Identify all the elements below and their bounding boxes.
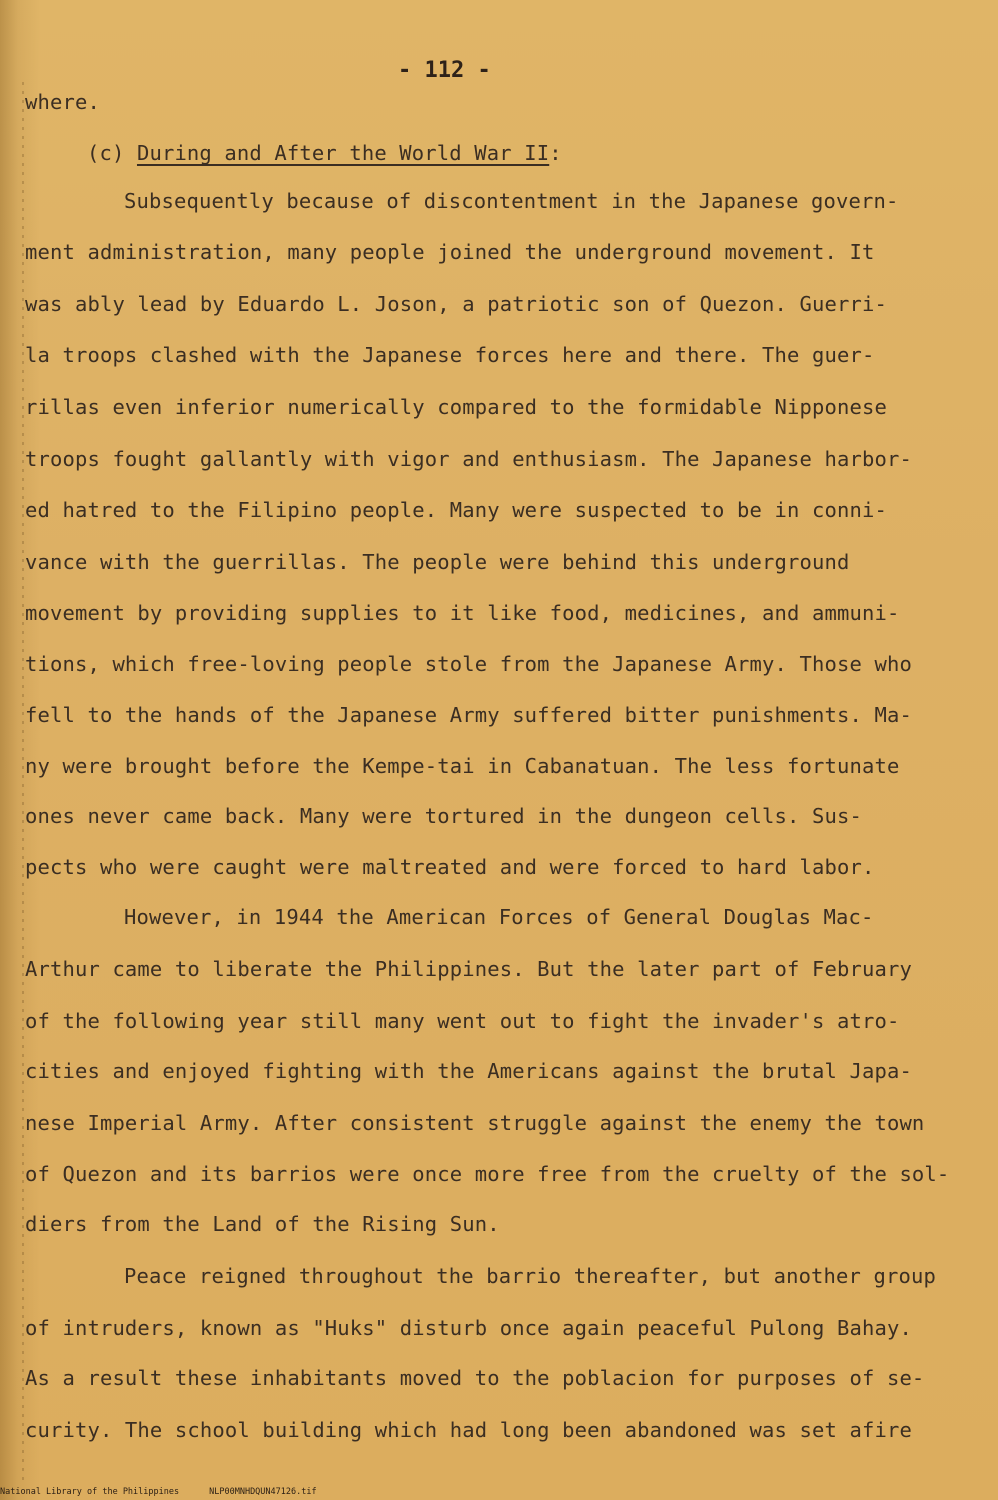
text-line: la troops clashed with the Japanese forces here and there. The guer- [25,343,875,367]
page-number: - 112 - [398,58,491,83]
text-line: was ably lead by Eduardo L. Joson, a patriotic son of Quezon. Guerri- [25,292,887,316]
scan-footer [0,1487,317,1497]
text-line: Peace reigned throughout the barrio thereafter, but another group [124,1264,936,1288]
text-line: diers from the Land of the Rising Sun. [25,1212,500,1236]
footer-filename: NLP00MNHDQUN47126.tif [209,1487,317,1497]
text-line: ones never came back. Many were tortured in the dungeon cells. Sus- [25,804,862,828]
text-line: ed hatred to the Filipino people. Many were suspected to be in conni- [25,498,887,522]
text-line: of intruders, known as "Huks" disturb once again peaceful Pulong Bahay. [25,1316,912,1340]
text-line: Arthur came to liberate the Philippines. But the later part of February [25,957,912,981]
text-line: ment administration, many people joined the underground movement. It [25,240,875,264]
text-line: vance with the guerrillas. The people were behind this underground [25,550,850,574]
text-line: fell to the hands of the Japanese Army suffered bitter punishments. Ma- [25,703,912,727]
text-line: where. [25,90,100,114]
heading-prefix: (c) [87,141,137,165]
footer-library: National Library of the Philippines [0,1487,180,1497]
binding-edge [22,82,24,1482]
text-line: tions, which free-loving people stole from the Japanese Army. Those who [25,652,912,676]
text-line: troops fought gallantly with vigor and enthusiasm. The Japanese harbor- [25,447,912,471]
text-line: nese Imperial Army. After consistent struggle against the enemy the town [25,1111,925,1135]
heading-title: During and After the World War II [136,141,550,165]
text-line: ny were brought before the Kempe-tai in Cabanatuan. The less fortunate [25,754,900,778]
text-line: However, in 1944 the American Forces of General Douglas Mac- [124,905,874,929]
text-line: of Quezon and its barrios were once more free from the cruelty of the sol- [25,1162,950,1186]
text-line: of the following year still many went out to fight the invader's atro- [25,1009,900,1033]
text-line: movement by providing supplies to it like food, medicines, and ammuni- [25,601,900,625]
text-line: As a result these inhabitants moved to the poblacion for purposes of se- [25,1366,925,1390]
section-heading [87,141,562,165]
text-line: Subsequently because of discontentment in the Japanese govern- [124,189,899,213]
text-line: pects who were caught were maltreated and were forced to hard labor. [25,855,875,879]
text-line: cities and enjoyed fighting with the Americans against the brutal Japa- [25,1059,912,1083]
heading-suffix: : [549,141,562,165]
text-line: curity. The school building which had long been abandoned was set afire [25,1418,912,1442]
text-line: rillas even inferior numerically compared to the formidable Nipponese [25,395,887,419]
